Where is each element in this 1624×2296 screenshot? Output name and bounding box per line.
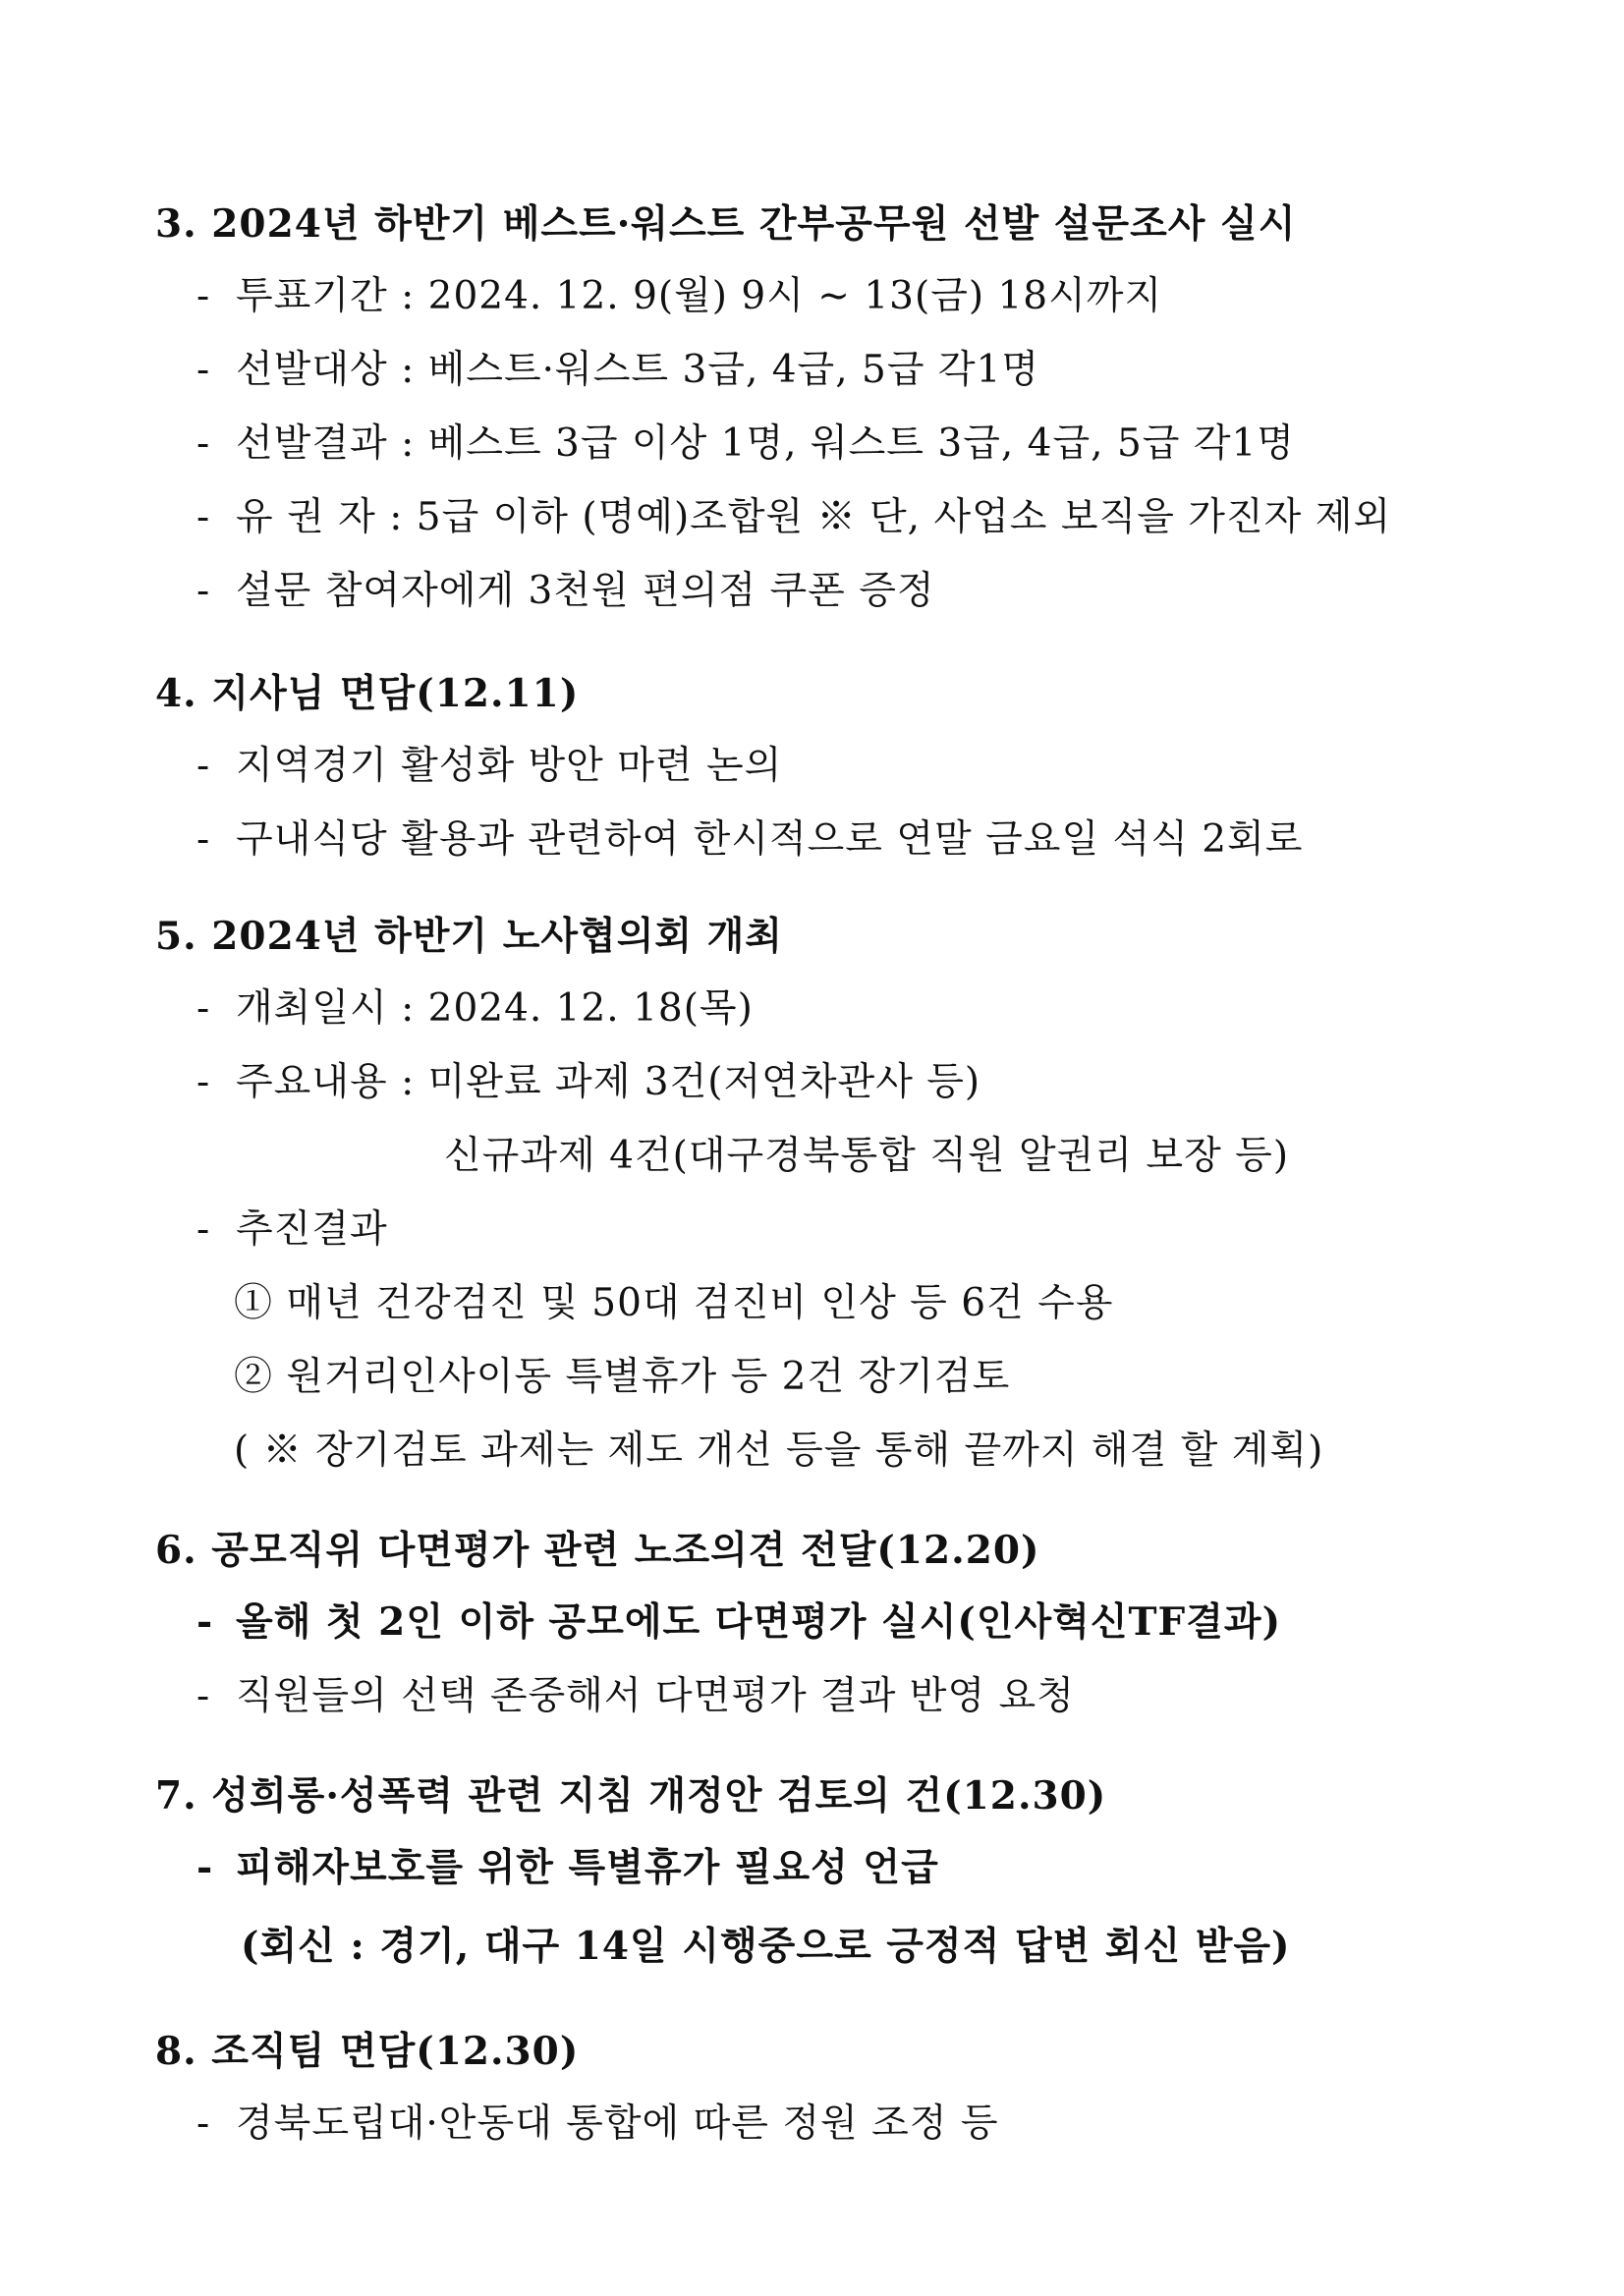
reply-note: (회신 : 경기, 대구 14일 시행중으로 긍정적 답변 회신 받음): [241, 1924, 1291, 1969]
list-item: - 경북도립대·안동대 통합에 따른 정원 조정 등: [196, 2101, 999, 2146]
list-item: - 선발대상 : 베스트·워스트 3급, 4급, 5급 각1명: [196, 348, 1040, 392]
section-8-heading: 8. 조직팀 면담(12.30): [155, 2029, 580, 2074]
list-item: - 주요내용 : 미완료 과제 3건(저연차관사 등): [196, 1060, 981, 1104]
result-item: ② 원거리인사이동 특별휴가 등 2건 장기검토: [234, 1355, 1011, 1399]
list-item: - 투표기간 : 2024. 12. 9(월) 9시 ~ 13(금) 18시까지: [196, 274, 1163, 318]
list-item: - 지역경기 활성화 방안 마련 논의: [196, 744, 783, 788]
section-5-heading: 5. 2024년 하반기 노사협의회 개최: [155, 914, 783, 959]
section-6-heading: 6. 공모직위 다면평가 관련 노조의견 전달(12.20): [155, 1528, 1040, 1573]
list-item: - 직원들의 선택 존중해서 다면평가 결과 반영 요청: [196, 1674, 1075, 1718]
result-note: ( ※ 장기검토 과제는 제도 개선 등을 통해 끝까지 해결 할 계획): [234, 1428, 1324, 1473]
list-item: - 설문 참여자에게 3천원 편의점 쿠폰 증정: [196, 569, 935, 613]
section-3-heading: 3. 2024년 하반기 베스트·워스트 간부공무원 선발 설문조사 실시: [155, 201, 1297, 247]
section-7-heading: 7. 성희롱·성폭력 관련 지침 개정안 검토의 건(12.30): [155, 1773, 1107, 1819]
list-item-continuation: 신규과제 4건(대구경북통합 직원 알권리 보장 등): [444, 1134, 1290, 1178]
list-item: - 개최일시 : 2024. 12. 18(목): [196, 986, 754, 1031]
list-item: - 구내식당 활용과 관련하여 한시적으로 연말 금요일 석식 2회로: [196, 817, 1304, 862]
list-item: - 피해자보호를 위한 특별휴가 필요성 언급: [196, 1845, 939, 1890]
list-item: - 추진결과: [196, 1207, 388, 1252]
list-item: - 선발결과 : 베스트 3급 이상 1명, 워스트 3급, 4급, 5급 각1명: [196, 421, 1295, 466]
list-item: - 올해 첫 2인 이하 공모에도 다면평가 실시(인사혁신TF결과): [196, 1599, 1282, 1645]
list-item: - 유 권 자 : 5급 이하 (명예)조합원 ※ 단, 사업소 보직을 가진자 제외: [196, 495, 1392, 539]
result-item: ① 매년 건강검진 및 50대 검진비 인상 등 6건 수용: [234, 1281, 1114, 1325]
section-4-heading: 4. 지사님 면담(12.11): [155, 671, 580, 716]
